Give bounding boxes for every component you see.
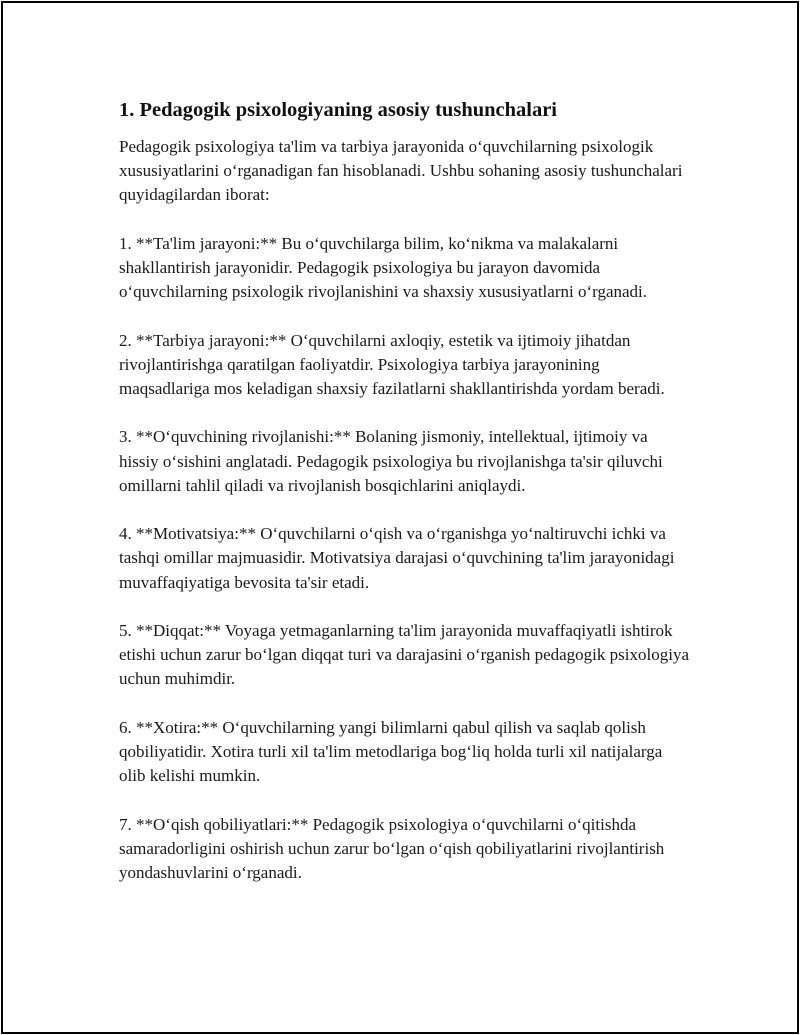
list-item-talim-jarayoni: 1. **Ta'lim jarayoni:** Bu o‘quvchilarga bilim, ko‘nikma va malakalarni shakllantirish jarayonidir. Pedagogik psixologiya bu jarayon davomida o‘quvchilarning psixologik rivojlanishini va shaxsiy xususiyatlarni o‘rganadi. [119, 233, 648, 302]
list-item-rivojlanish: 3. **O‘quvchining rivojlanishi:** Bolaning jismoniy, intellektual, ijtimoiy va hissiy o‘sishini anglatadi. Pedagogik psixologiya bu rivojlanishga ta'sir qiluvchi omillarni tahlil qiladi va rivojlanish bosqichlarini aniqlaydi. [119, 427, 663, 495]
intro-paragraph: Pedagogik psixologiya ta'lim va tarbiya jarayonida o‘quvchilarning psixologik xususiyatlarini o‘rganadigan fan hisoblanadi. Ushbu sohaning asosiy tushunchalari quyidagilardan iborat: [119, 137, 683, 205]
list-item-oqish-qobiliyatlari: 7. **O‘qish qobiliyatlari:** Pedagogik psixologiya o‘quvchilarni o‘qitishda samaradorligini oshirish uchun zarur bo‘lgan o‘qish qobiliyatlarini rivojlantirish yondashuvlarini o‘rganadi. [119, 814, 665, 882]
list-item-tarbiya-jarayoni: 2. **Tarbiya jarayoni:** O‘quvchilarni axloqiy, estetik va ijtimoiy jihatdan rivojlantirishga qaratilgan faoliyatdir. Psixologiya tarbiya jarayonining maqsadlariga mos keladigan shaxsiy fazilatlarni shakllantirishda yordam beradi. [119, 330, 665, 398]
list-item-xotira: 6. **Xotira:** O‘quvchilarning yangi bilimlarni qabul qilish va saqlab qolish qobiliyatidir. Xotira turli xil ta'lim metodlariga bog‘liq holda turli xil natijalarga olib kelishi mumkin. [119, 717, 663, 786]
list-item-diqqat: 5. **Diqqat:** Voyaga yetmaganlarning ta'lim jarayonida muvaffaqiyatli ishtirok etishi uchun zarur bo‘lgan diqqat turi va darajasini o‘rganish pedagogik psixologiya uchun muhimdir. [119, 620, 689, 689]
list-item-motivatsiya: 4. **Motivatsiya:** O‘quvchilarni o‘qish va o‘rganishga yo‘naltiruvchi ichki va tashqi omillar majmuasidir. Motivatsiya darajasi o‘quvchining ta'lim jarayonidagi muvaffaqiyatiga bevosita ta'sir etadi. [119, 524, 675, 592]
document-body [119, 97, 689, 885]
page-title: 1. Pedagogik psixologiyaning asosiy tushunchalari [119, 99, 558, 121]
page-frame [1, 1, 799, 1034]
